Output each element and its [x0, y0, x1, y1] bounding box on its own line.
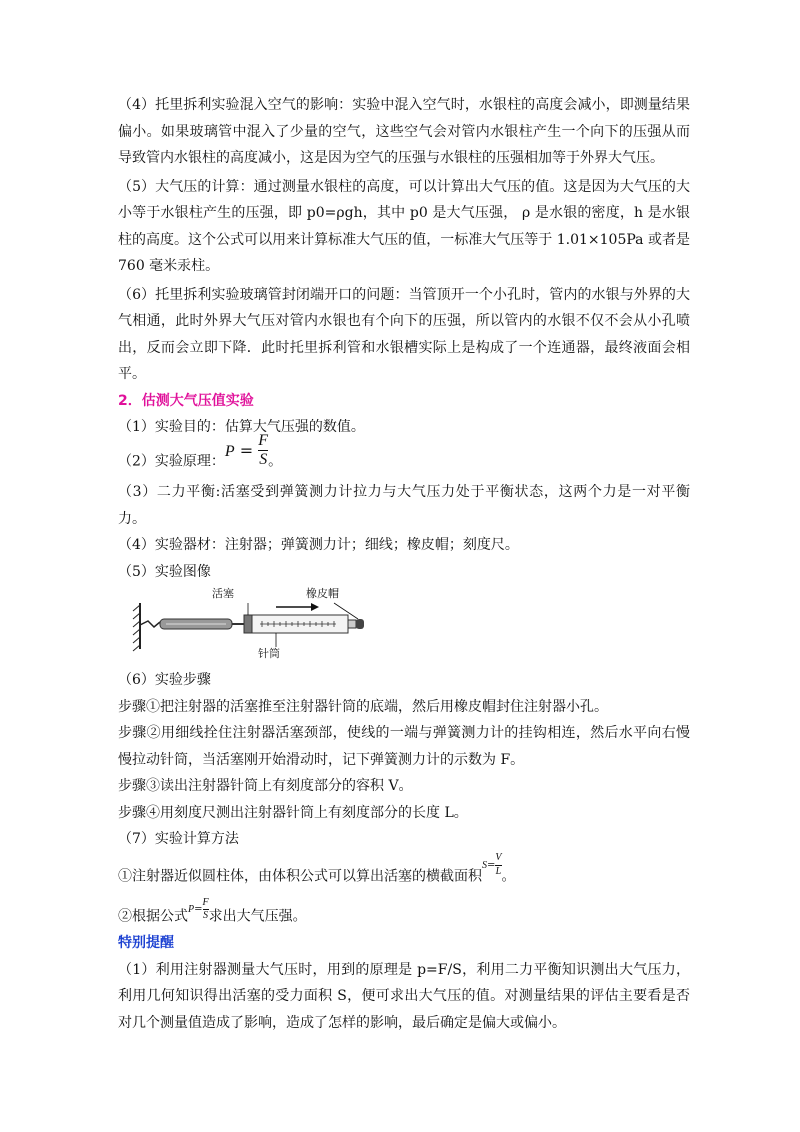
- step-3: 步骤③读出注射器针筒上有刻度部分的容积 V。: [118, 778, 413, 795]
- pressure-fraction: [203, 898, 209, 922]
- experiment-steps-label: （6）实验步骤: [118, 672, 211, 689]
- formula-eq: =: [239, 440, 254, 460]
- label-barrel: 针筒: [258, 647, 280, 661]
- experiment-image-label: （5）实验图像: [118, 563, 211, 580]
- syringe-diagram: [126, 591, 371, 663]
- formula-denominator: S: [259, 451, 268, 469]
- paragraph-item-5: （5）大气压的计算：通过测量水银柱的高度，可以计算出大气压的值。这是因为大气压的大小等于水银柱产生的压强，即 p0=ρgh，其中 p0 是大气压强， ρ 是水银的密度，h 是水银柱的高度。这个公式可以用来计算标准大气压的值，一标准大气压等于 1.01×105Pa 或者是 760 毫米汞柱。: [118, 178, 690, 274]
- document-page: [118, 92, 690, 1036]
- syringe-nozzle: [348, 620, 356, 628]
- area-tail: 。: [501, 867, 516, 884]
- step-2: 步骤②用细线拴住注射器活塞颈部，使线的一端与弹簧测力计的挂钩相连，然后水平向右慢慢拉动针筒，当活塞刚开始滑动时，记下弹簧测力计的示数为 F。: [118, 725, 690, 768]
- principle-label: （2）实验原理：: [118, 452, 225, 469]
- calc2-text-before: ②根据公式: [118, 908, 188, 925]
- principle-formula: [225, 433, 268, 470]
- piston: [244, 615, 252, 633]
- pressure-formula: [188, 897, 209, 924]
- area-numerator: V: [495, 852, 502, 864]
- rubber-cap: [356, 619, 364, 629]
- area-eq: =: [487, 859, 496, 871]
- syringe-figure: [126, 587, 371, 663]
- experiment-principle: [118, 431, 690, 480]
- paragraph-item-6: （6）托里拆利实验玻璃管封闭端开口的问题：当管顶开一个小孔时，管内的水银与外界的大气相通，此时外界大气压对管内水银也有个向下的压强，所以管内的水银不仅不会从小孔喷出，反而会立即下降．此时托里拆利管和水银槽实际上是构成了一个连通器，最终液面会相平。: [118, 286, 690, 382]
- area-formula: [482, 853, 502, 880]
- formula-tail: 。: [268, 452, 283, 469]
- label-rubber-cap: 橡皮帽: [306, 587, 339, 601]
- calc-step-2: [118, 896, 690, 930]
- experiment-purpose: （1）实验目的：估算大气压强的数值。: [118, 419, 365, 435]
- formula-lhs: P: [224, 442, 235, 460]
- calc-method-label: （7）实验计算方法: [118, 831, 239, 848]
- notes-heading: 特别提醒: [118, 935, 174, 952]
- calc2-text-after: 求出大气压强。: [208, 908, 307, 925]
- step-1: 步骤①把注射器的活塞推至注射器针筒的底端，然后用橡皮帽封住注射器小孔。: [118, 698, 608, 715]
- pressure-numerator: F: [202, 896, 209, 908]
- notes-item-1: （1）利用注射器测量大气压时，用到的原理是 p=F/S，利用二力平衡知识测出大气压力，利用几何知识得出活塞的受力面积 S，便可求出大气压的值。对测量结果的评估主要看是否对几个测量值造成了影响，造成了怎样的影响，最后确定是偏大或偏小。: [118, 961, 690, 1031]
- area-lhs: S: [482, 859, 487, 871]
- formula-fraction: [258, 433, 268, 470]
- pressure-lhs: P: [188, 904, 195, 916]
- section-heading-estimate-pressure: 2．估测大气压值实验: [118, 392, 254, 409]
- formula-numerator: F: [258, 431, 269, 449]
- two-force-balance: （3）二力平衡:活塞受到弹簧测力计拉力与大气压力处于平衡状态，这两个力是一对平衡力。: [118, 484, 690, 527]
- label-piston: 活塞: [212, 587, 234, 601]
- step-4: 步骤④用刻度尺测出注射器针筒上有刻度部分的长度 L。: [118, 804, 468, 821]
- area-denominator: L: [495, 865, 502, 877]
- wall-hatching: [133, 605, 140, 651]
- experiment-equipment: （4）实验器材：注射器；弹簧测力计；细线；橡皮帽；刻度尺。: [118, 537, 519, 554]
- hook-string: [140, 621, 160, 627]
- area-fraction: [495, 853, 501, 877]
- calc-step-1: [118, 852, 690, 890]
- pressure-denominator: S: [203, 910, 209, 922]
- pressure-eq: =: [194, 904, 203, 916]
- paragraph-item-4: （4）托里拆利实验混入空气的影响：实验中混入空气时，水银柱的高度会减小，即测量结果偏小。如果玻璃管中混入了少量的空气，这些空气会对管内水银柱产生一个向下的压强从而导致管内水银柱的高度减小，这是因为空气的压强与水银柱的压强相加等于外界大气压。: [118, 97, 690, 166]
- calc1-text: ①注射器近似圆柱体，由体积公式可以算出活塞的横截面积: [118, 867, 482, 884]
